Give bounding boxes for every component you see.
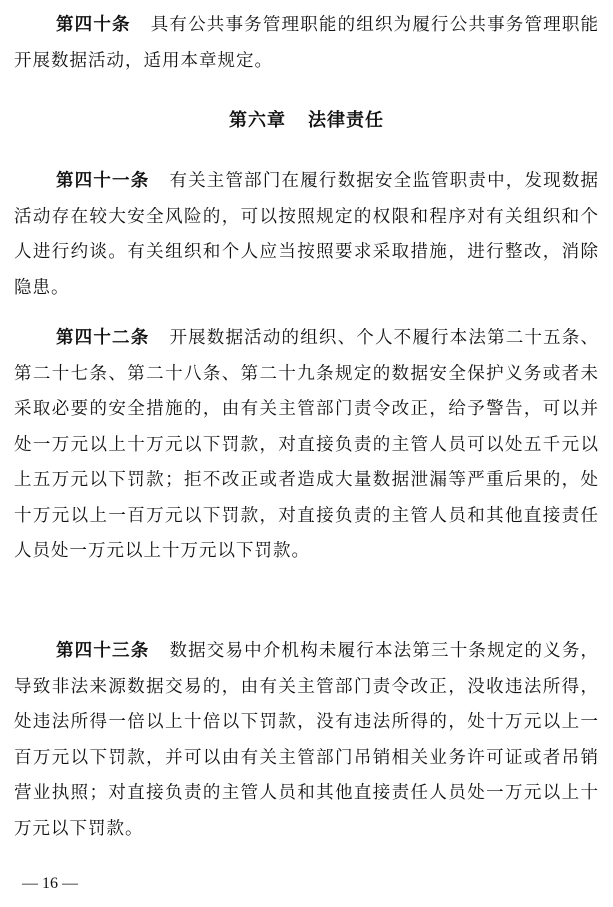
chapter-heading [0, 103, 613, 139]
article-text: 具有公共事务管理职能的组织为履行公共事务管理职能开展数据活动，适用本章规定。 [14, 15, 600, 71]
article-number: 第四十条 [56, 15, 131, 35]
article-41 [14, 164, 599, 306]
article-42 [14, 321, 599, 570]
article-43 [14, 634, 599, 847]
article-number: 第四十二条 [56, 328, 150, 348]
article-text: 开展数据活动的组织、个人不履行本法第二十五条、第二十七条、第二十八条、第二十九条规定的数据安全保护义务或者未采取必要的安全措施的，由有关主管部门责令改正，给予警告，可以并处一万元以上十万元以下罚款，对直接负责的主管人员可以处五千元以上五万元以下罚款；拒不改正或者造成大量数据泄漏等严重后果的，处十万元以上一百万元以下罚款，对直接负责的主管人员和其他直接责任人员处一万元以上十万元以下罚款。 [14, 328, 600, 561]
article-text: 有关主管部门在履行数据安全监管职责中，发现数据活动存在较大安全风险的，可以按照规定的权限和程序对有关组织和个人进行约谈。有关组织和个人应当按照要求采取措施，进行整改，消除隐患。 [14, 171, 600, 298]
page-number: — 16 — [22, 875, 78, 892]
article-number: 第四十一条 [56, 171, 150, 191]
article-text: 数据交易中介机构未履行本法第三十条规定的义务，导致非法来源数据交易的，由有关主管部门责令改正，没收违法所得，处违法所得一倍以上十倍以下罚款，没有违法所得的，处十万元以上一百万元以下罚款，并可以由有关主管部门吊销相关业务许可证或者吊销营业执照；对直接负责的主管人员和其他直接责任人员处一万元以上十万元以下罚款。 [14, 641, 600, 839]
article-40 [14, 8, 599, 79]
article-number: 第四十三条 [56, 641, 150, 661]
chapter-title: 法律责任 [308, 110, 384, 131]
chapter-number: 第六章 [229, 110, 286, 131]
